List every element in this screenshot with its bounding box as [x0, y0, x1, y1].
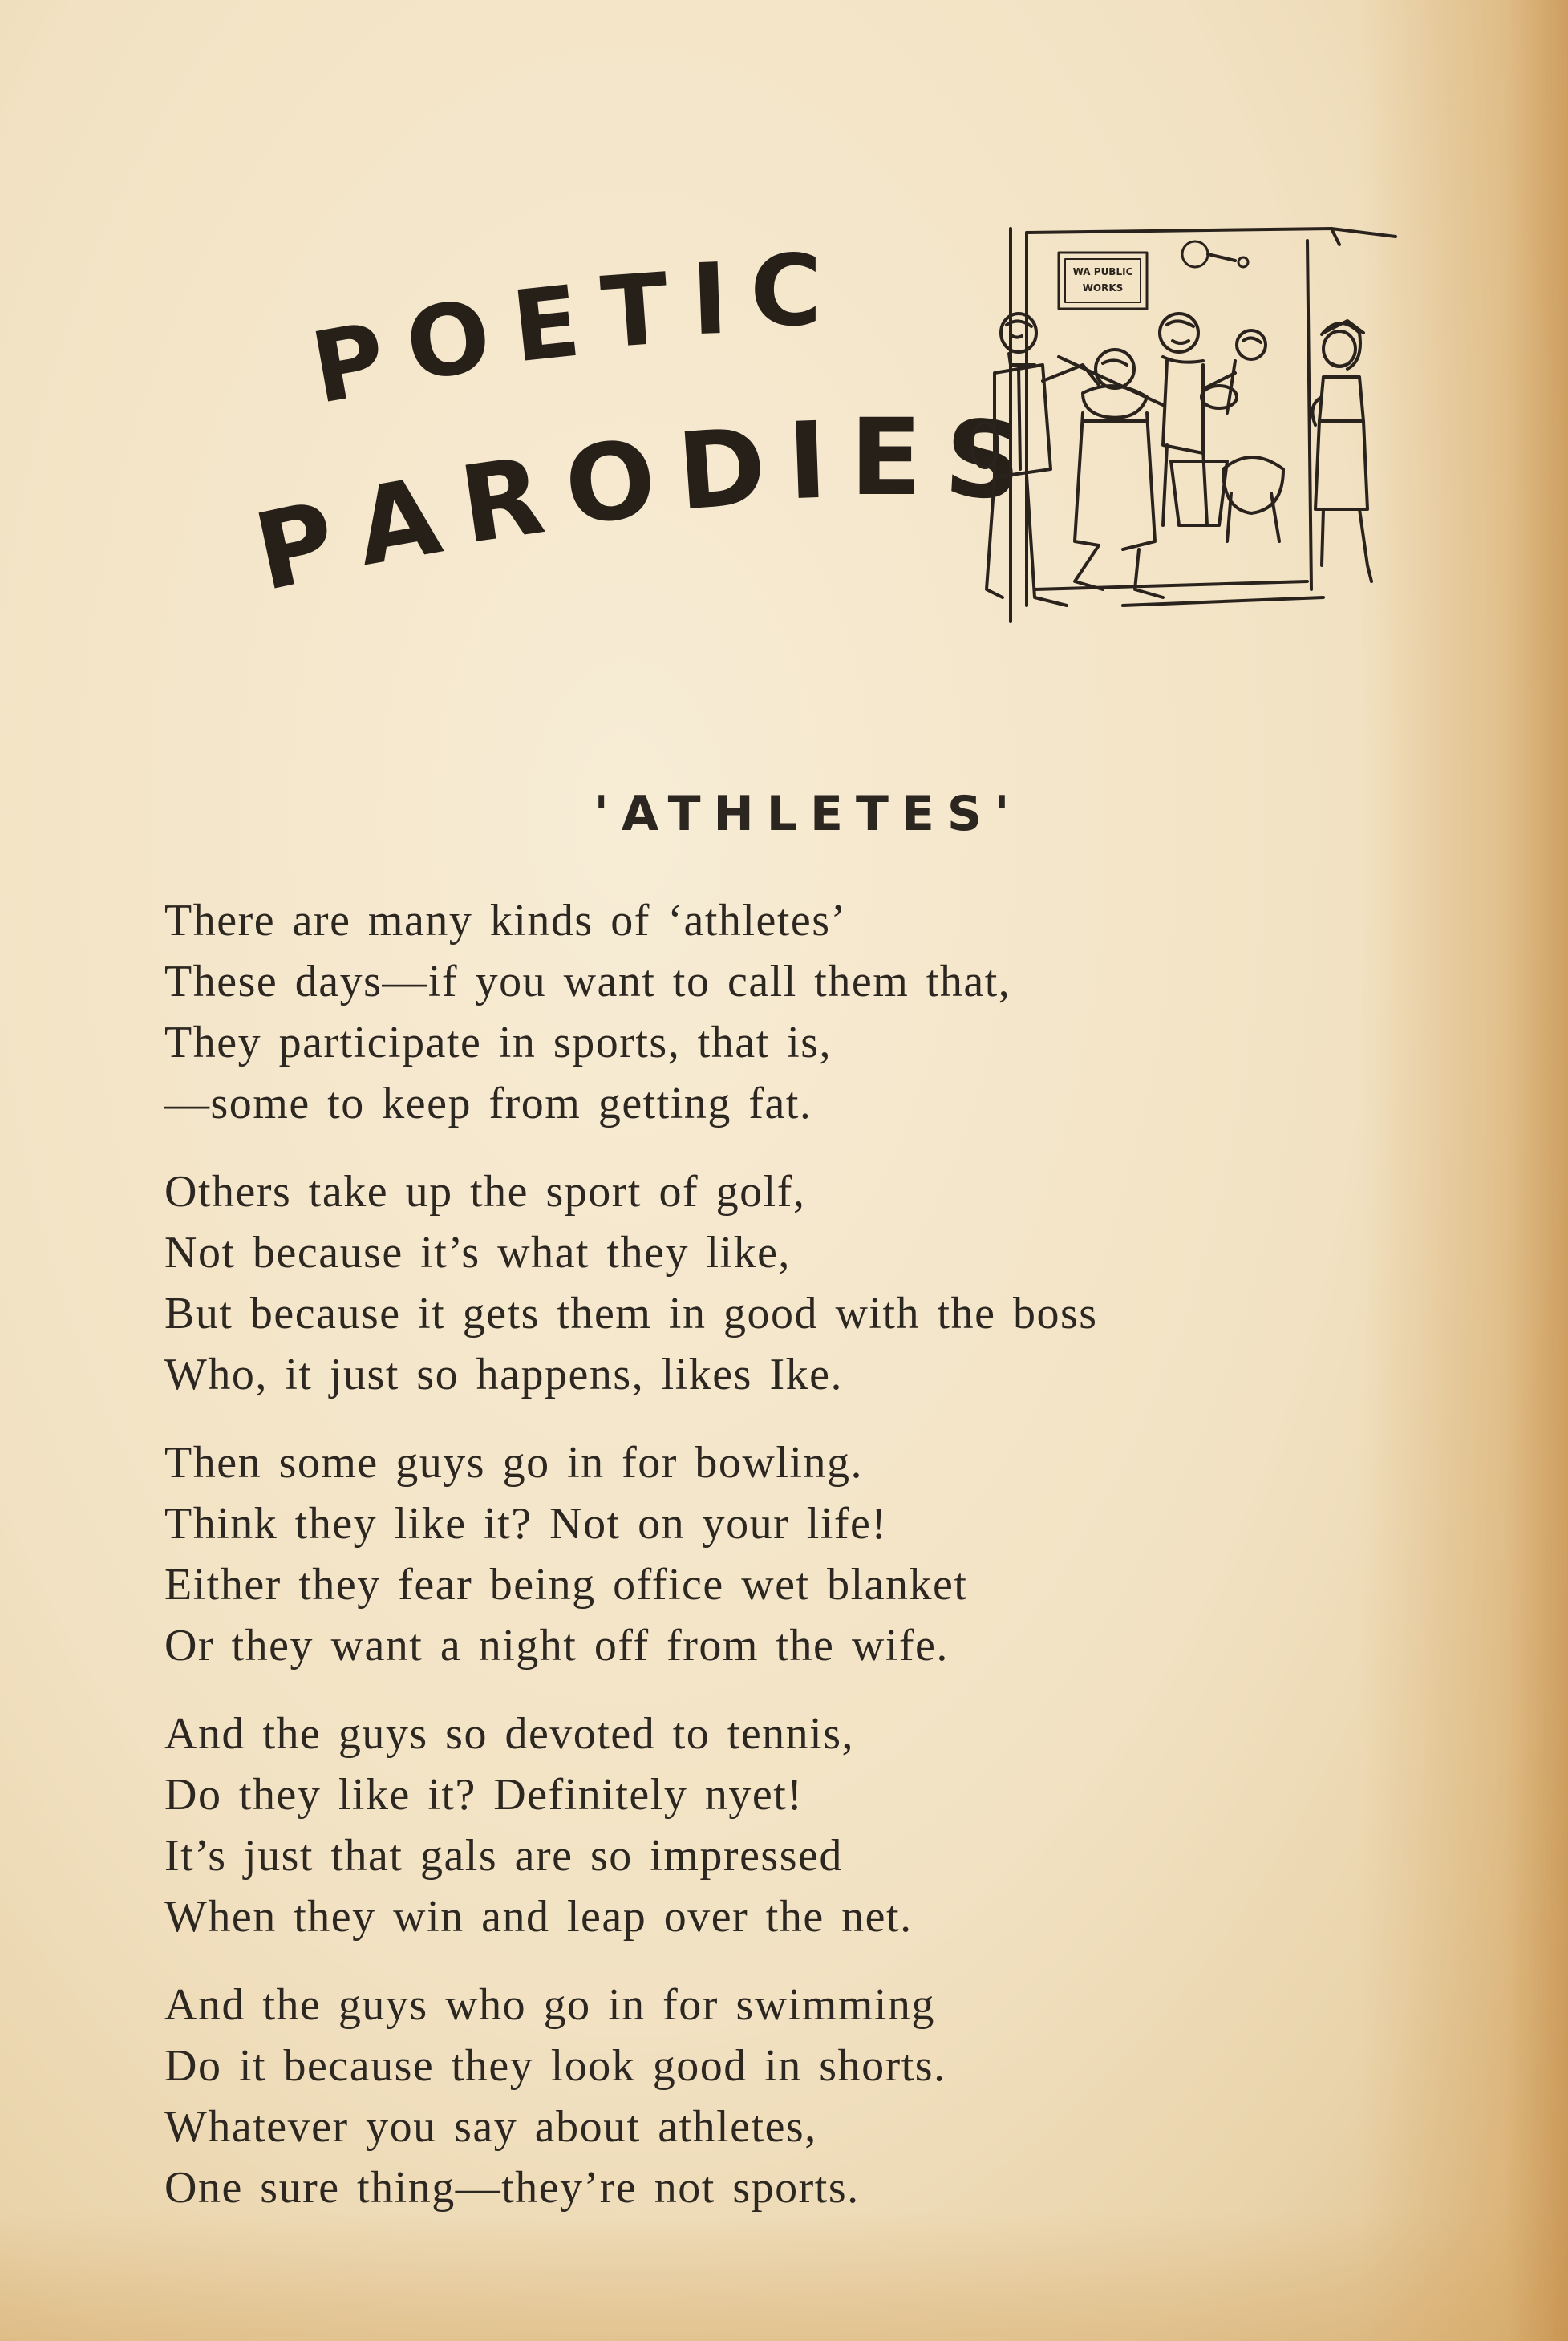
title-letter: A: [346, 450, 472, 591]
stanza: [164, 890, 1416, 1134]
poem-line: They participate in sports, that is,: [164, 1018, 833, 1067]
poem-line: Not because it’s what they like,: [164, 1228, 791, 1278]
title-letter: S: [941, 396, 1047, 526]
poem-line: Or they want a night off from the wife.: [164, 1621, 949, 1671]
title-letter: P: [303, 297, 416, 427]
title-letter: P: [245, 473, 369, 616]
poem-line: Think they like it? Not on your life!: [164, 1499, 888, 1549]
poem-line: When they win and leap over the net.: [164, 1892, 913, 1942]
poem-line: Others take up the sport of golf,: [164, 1167, 806, 1217]
title-word-poetic: [303, 234, 845, 427]
title-letter: E: [849, 396, 945, 520]
poem-line: Whatever you say about athletes,: [164, 2102, 817, 2152]
poem-line: And the guys so devoted to tennis,: [164, 1709, 855, 1759]
poem-line: And the guys who go in for swimming: [164, 1980, 935, 2030]
title-letter: D: [673, 403, 792, 535]
title-letter: I: [689, 241, 752, 358]
stanza: [164, 1974, 1416, 2218]
poem-line: These days—if you want to call them that,: [164, 957, 1011, 1006]
poem-line: It’s just that gals are so impressed: [164, 1831, 843, 1881]
sign-text-line2: WORKS: [1082, 282, 1124, 294]
woman-figure-drawing: [1312, 321, 1371, 581]
title-letter: E: [507, 261, 608, 385]
title-letter: T: [598, 250, 695, 371]
violinist-drawing: [1059, 350, 1163, 597]
poem-line: One sure thing—they’re not sports.: [164, 2163, 860, 2213]
stanza: [164, 1432, 1416, 1676]
poem-line: Do they like it? Definitely nyet!: [164, 1770, 804, 1820]
sign-text-line1: WA PUBLIC: [1072, 266, 1133, 277]
poem-body: [164, 890, 1416, 2246]
poem-line: But because it gets them in good with the boss: [164, 1289, 1098, 1339]
title-letter: O: [558, 415, 684, 549]
stanza: [164, 1161, 1416, 1405]
page-title: [241, 234, 1047, 658]
poem-line: —some to keep from getting fat.: [164, 1079, 812, 1128]
office-sign-drawing: [1059, 253, 1147, 309]
poem-line: There are many kinds of ‘athletes’: [164, 896, 847, 946]
poem-line: Who, it just so happens, likes Ike.: [164, 1350, 843, 1399]
title-letter: C: [750, 234, 845, 348]
poem-heading: 'ATHLETES': [594, 786, 1023, 842]
title-word-parodies: [245, 396, 1047, 616]
title-letter: I: [785, 398, 853, 524]
poem-line: Do it because they look good in shorts.: [164, 2041, 946, 2091]
poem-line: Then some guys go in for bowling.: [164, 1438, 863, 1488]
title-letter: O: [399, 275, 521, 403]
title-letter: R: [452, 431, 573, 569]
wall-clock-drawing: [1182, 241, 1248, 267]
stanza: [164, 1703, 1416, 1947]
cartoon-illustration: [962, 205, 1412, 654]
poem-line: Either they fear being office wet blanket: [164, 1560, 968, 1610]
